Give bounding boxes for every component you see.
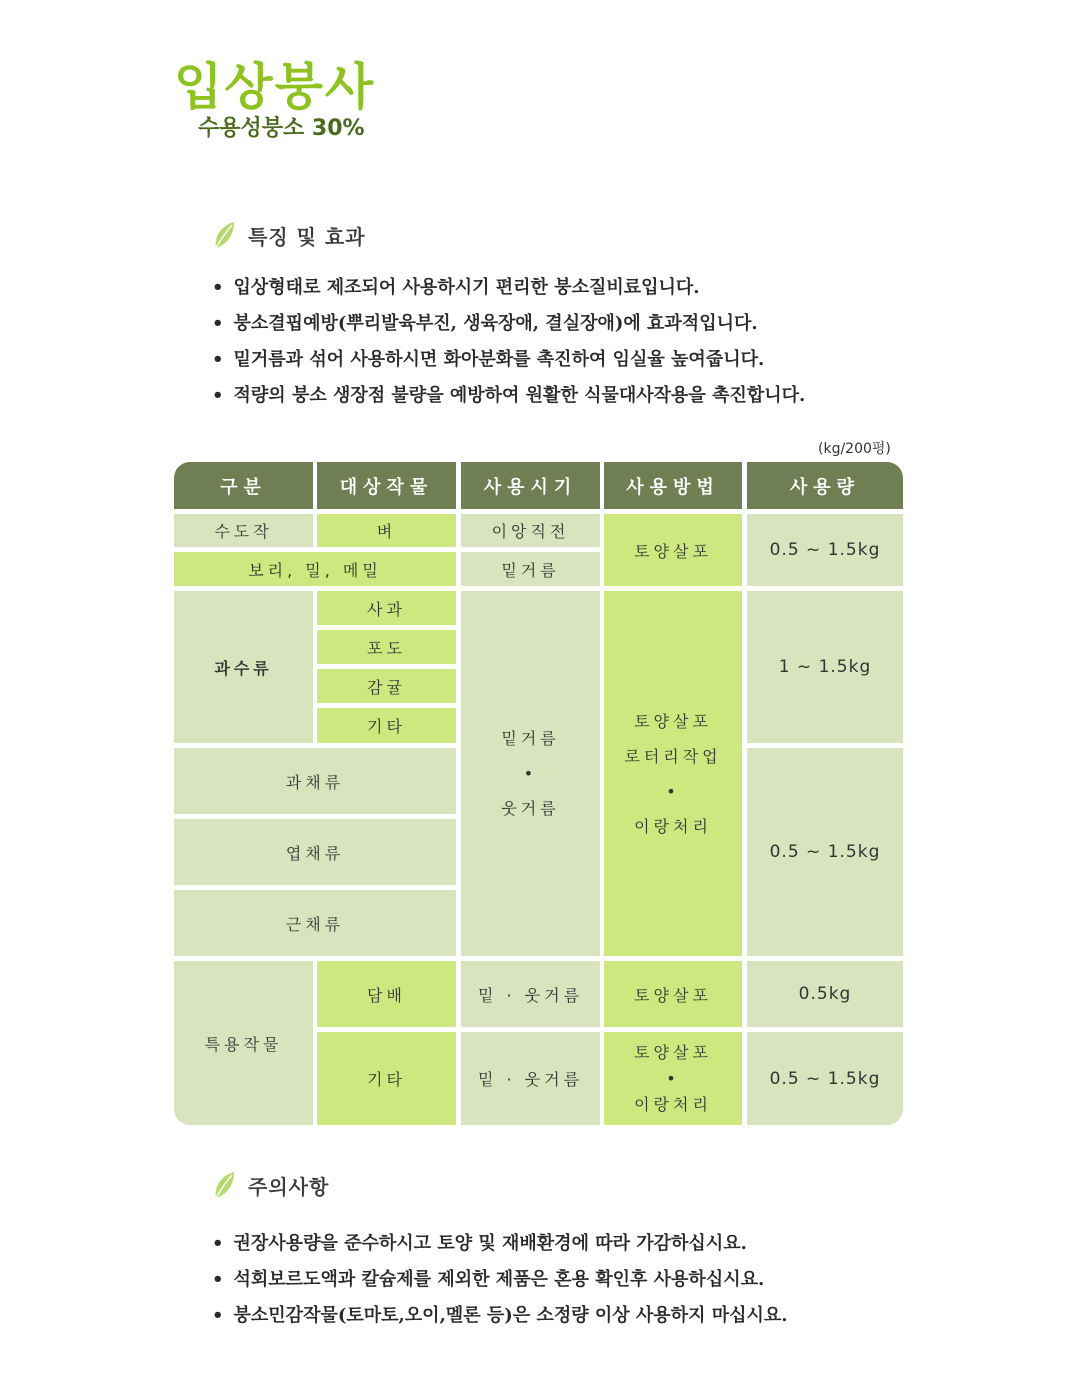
header-method: 사용방법 [604, 462, 742, 509]
leaf-icon [212, 220, 236, 250]
header-timing: 사용시기 [461, 462, 600, 509]
list-item: • 입상형태로 제조되어 사용하시기 편리한 붕소질비료입니다. [212, 270, 805, 306]
cell-other-amount: 0.5 ~ 1.5kg [747, 1032, 903, 1125]
cell-tobacco-timing: 밑 · 웃거름 [461, 961, 600, 1027]
timing-line: • [523, 764, 538, 783]
method-line: 토양살포 [634, 1042, 712, 1062]
unit-label: (kg/200평) [818, 441, 891, 457]
cell-grain-group: 보리, 밀, 메밀 [174, 552, 456, 586]
usage-table [174, 462, 903, 1125]
cell-veg-group: 엽채류 [174, 819, 456, 885]
cell-tobacco-crop: 담배 [317, 961, 456, 1027]
list-item: • 붕소결핍예방(뿌리발육부진, 생육장애, 결실장애)에 효과적입니다. [212, 306, 805, 342]
cell-veg-group: 근채류 [174, 890, 456, 956]
cell-mid-amount: 0.5 ~ 1.5kg [747, 748, 903, 956]
cell-other-timing: 밑 · 웃거름 [461, 1032, 600, 1125]
cell-other-method [604, 1032, 742, 1125]
method-line: • [666, 781, 680, 801]
method-line: 토양살포 [634, 711, 712, 731]
features-heading-text: 특징 및 효과 [248, 224, 366, 249]
header-crop: 대상작물 [317, 462, 456, 509]
cell-rice-group: 수도작 [174, 514, 313, 547]
cell-fruit-crop: 사과 [317, 591, 456, 625]
timing-line: 웃거름 [501, 799, 560, 818]
cell-rice-crop: 벼 [317, 514, 456, 547]
leaf-icon [212, 1170, 236, 1200]
cell-tobacco-amount: 0.5kg [747, 961, 903, 1027]
cell-fruit-group: 과수류 [174, 591, 313, 743]
cell-mid-timing [461, 591, 600, 956]
list-item: • 밑거름과 섞어 사용하시면 화아분화를 촉진하여 임실율 높여줍니다. [212, 342, 805, 378]
cell-fruit-amount: 1 ~ 1.5kg [747, 591, 903, 743]
timing-line: 밑거름 [501, 729, 560, 748]
method-line: 이랑처리 [634, 816, 712, 836]
cell-fruit-crop: 감귤 [317, 669, 456, 703]
cell-other-crop: 기타 [317, 1032, 456, 1125]
cell-tobacco-method: 토양살포 [604, 961, 742, 1027]
features-list [212, 270, 805, 414]
cautions-heading-text: 주의사항 [248, 1174, 330, 1199]
cell-top-amount: 0.5 ~ 1.5kg [747, 514, 903, 586]
cell-grain-timing: 밑거름 [461, 552, 600, 586]
cell-fruit-crop: 기타 [317, 708, 456, 743]
cautions-heading [212, 1170, 329, 1200]
cautions-list [212, 1226, 788, 1334]
method-line: 이랑처리 [634, 1094, 712, 1114]
list-item: • 석회보르도액과 칼슘제를 제외한 제품은 혼용 확인후 사용하십시요. [212, 1262, 788, 1298]
cell-mid-method [604, 591, 742, 956]
cell-fruit-crop: 포도 [317, 630, 456, 664]
cell-rice-timing: 이앙직전 [461, 514, 600, 547]
header-amount: 사용량 [747, 462, 903, 509]
list-item: • 권장사용량을 준수하시고 토양 및 재배환경에 따라 가감하십시요. [212, 1226, 788, 1262]
list-item: • 붕소민감작물(토마토,오이,멜론 등)은 소정량 이상 사용하지 마십시요. [212, 1298, 788, 1334]
list-item: • 적량의 붕소 생장점 불량을 예방하여 원활한 식물대사작용을 촉진합니다. [212, 378, 805, 414]
product-title: 입상붕사 [174, 58, 376, 116]
header-category: 구분 [174, 462, 313, 509]
method-line: • [666, 1068, 680, 1088]
cell-top-method: 토양살포 [604, 514, 742, 586]
method-line: 로터리작업 [624, 746, 722, 766]
cell-veg-group: 과채류 [174, 748, 456, 814]
cell-special-group: 특용작물 [174, 961, 313, 1125]
features-heading [212, 220, 366, 250]
product-subtitle: 수용성붕소 30% [198, 116, 365, 141]
